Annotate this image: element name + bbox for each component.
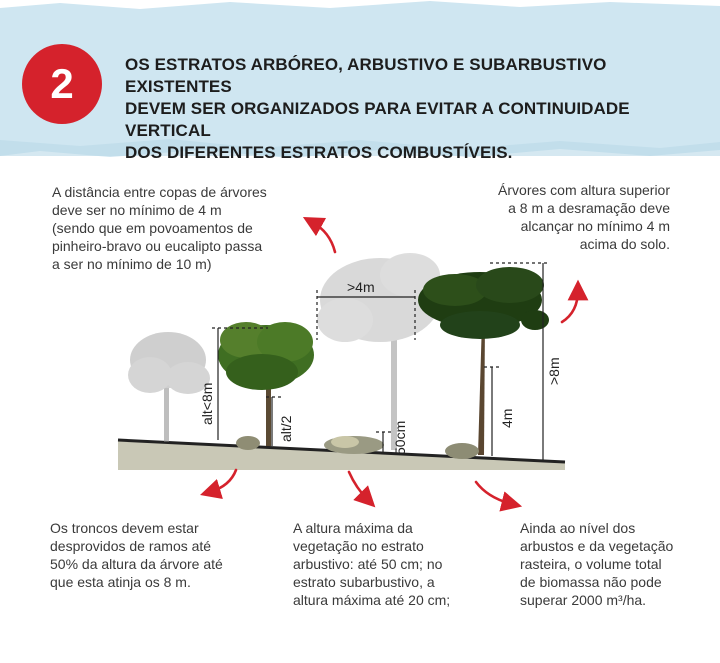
arrow-top-right: [562, 290, 578, 322]
step-number: 2: [50, 60, 74, 107]
arrow-bottom-left: [210, 470, 236, 492]
note-line: A distância entre copas de árvores: [52, 184, 267, 200]
pine-tree: [418, 267, 549, 455]
note-line: desprovidos de ramos até: [50, 538, 212, 554]
note-line: que esta atinja os 8 m.: [50, 574, 191, 590]
arrow-bottom-center: [349, 472, 368, 500]
arrow-top-left: [312, 222, 335, 252]
arrow-bottom-right: [476, 482, 512, 504]
note-line: arbustivo: até 50 cm; no: [293, 556, 443, 572]
note-line: deve ser no mínimo de 4 m: [52, 202, 222, 218]
note-line: vegetação no estrato: [293, 538, 424, 554]
heading-line: DOS DIFERENTES ESTRATOS COMBUSTÍVEIS.: [125, 143, 513, 162]
note-line: Os troncos devem estar: [50, 520, 199, 536]
dim-tall-tree-height-label: >8m: [546, 357, 562, 385]
note-line: acima do solo.: [579, 236, 670, 252]
faded-tree-center: [317, 253, 440, 450]
note-line: pinheiro-bravo ou eucalipto passa: [52, 238, 263, 254]
note-line: altura máxima até 20 cm;: [293, 592, 451, 608]
note-line: a 8 m a desramação deve: [508, 200, 670, 216]
note-line: superar 2000 m³/ha.: [520, 592, 647, 608]
faded-tree-left: [128, 332, 210, 442]
dim-shrub-height-label: 50cm: [392, 420, 408, 455]
note-shrub-height: [293, 519, 478, 609]
note-line: alcançar no mínimo 4 m: [520, 218, 670, 234]
heading-line: OS ESTRATOS ARBÓREO, ARBUSTIVO E SUBARBUSTIVO EXISTENTES: [125, 55, 607, 96]
dim-pruning-height-label: 4m: [499, 408, 515, 428]
note-line: Ainda ao nível dos: [520, 520, 636, 536]
note-line: de biomassa não pode: [520, 574, 662, 590]
note-crown-distance: [52, 183, 312, 273]
note-line: 50% da altura da árvore até: [50, 556, 223, 572]
dim-half-height-label: alt/2: [278, 415, 294, 442]
heading-line: DEVEM SER ORGANIZADOS PARA EVITAR A CONTINUIDADE VERTICAL: [125, 99, 630, 140]
note-line: a ser no mínimo de 10 m): [52, 256, 212, 272]
note-line: Árvores com altura superior: [498, 182, 670, 198]
note-line: estrato subarbustivo, a: [293, 574, 435, 590]
dim-tree-height-label: alt<8m: [199, 382, 215, 425]
dim-crown-gap-label: >4m: [347, 279, 375, 295]
note-line: A altura máxima da: [293, 520, 413, 536]
note-pruning-height: [430, 181, 670, 253]
broadleaf-tree: [218, 322, 314, 446]
note-line: (sendo que em povoamentos de: [52, 220, 253, 236]
note-trunk-branches: [50, 519, 270, 591]
note-line: arbustos e da vegetação: [520, 538, 674, 554]
note-line: rasteira, o volume total: [520, 556, 662, 572]
note-biomass-volume: [520, 519, 710, 609]
